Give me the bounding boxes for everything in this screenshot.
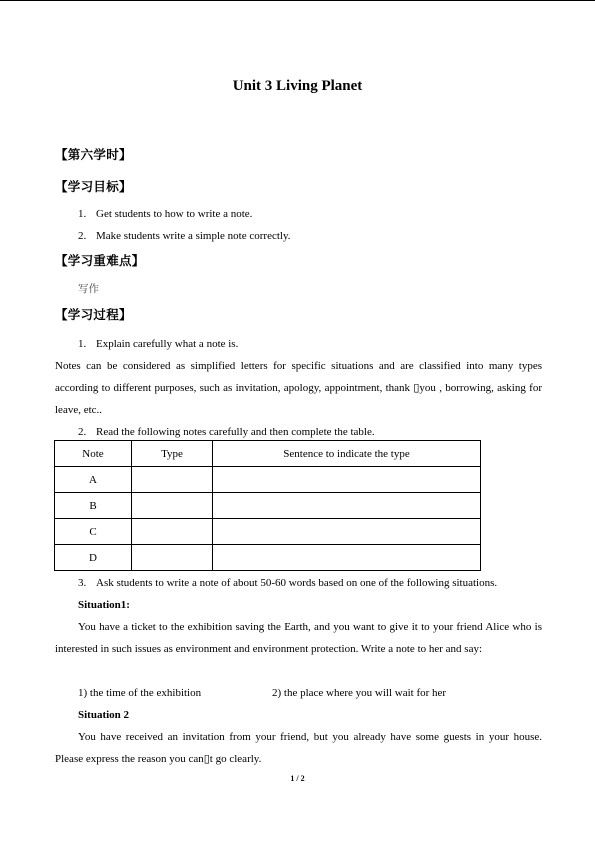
table-cell-note: C	[55, 519, 132, 545]
situation-1-text: You have a ticket to the exhibition saving the Earth, and you want to give it to your friend Alice who is interested in such issues as environment and environment protection. Write a note to her and say:	[55, 621, 542, 655]
section-lesson-heading: 【第六学时】	[55, 147, 132, 162]
table-header-row	[55, 441, 481, 467]
step-2-number: 2.	[78, 426, 87, 438]
notes-table	[54, 440, 481, 571]
objective-2-text: Make students write a simple note correctly.	[96, 230, 291, 242]
table-cell-sentence	[213, 493, 481, 519]
situation-1-heading: Situation1:	[78, 599, 130, 611]
section-process-heading: 【学习过程】	[55, 307, 132, 322]
step-2-text: Read the following notes carefully and then complete the table.	[96, 426, 375, 438]
note-definition-paragraph: Notes can be considered as simplified letters for specific situations and are classified into many types according to different purposes, such as invitation, apology, appointment, thank ▯you , borrowing, asking for leave, etc..	[55, 360, 542, 416]
objective-2-number: 2.	[78, 230, 87, 242]
situation-2-text: You have received an invitation from your friend, but you already have some guests in your house. Please express the reason you can▯t go clearly.	[55, 731, 542, 765]
table-cell-type	[132, 493, 213, 519]
table-cell-note: B	[55, 493, 132, 519]
table-cell-note: A	[55, 467, 132, 493]
step-1-text: Explain carefully what a note is.	[96, 338, 239, 350]
page-number: 1 / 2	[290, 774, 305, 783]
table-header-sentence: Sentence to indicate the type	[213, 441, 481, 467]
table-cell-type	[132, 467, 213, 493]
key-point-text: 写作	[78, 283, 99, 295]
table-row	[55, 545, 481, 571]
table-header-type: Type	[132, 441, 213, 467]
page-title: Unit 3 Living Planet	[232, 78, 363, 94]
situation-1-point-2: 2) the place where you will wait for her	[272, 687, 447, 699]
table-cell-note: D	[55, 545, 132, 571]
step-1-number: 1.	[78, 338, 87, 350]
table-row	[55, 519, 481, 545]
section-key-points-heading: 【学习重难点】	[55, 253, 145, 268]
table-cell-type	[132, 519, 213, 545]
table-row	[55, 467, 481, 493]
table-row	[55, 493, 481, 519]
table-cell-sentence	[213, 545, 481, 571]
table-header-note: Note	[55, 441, 132, 467]
objective-1-number: 1.	[78, 208, 87, 220]
situation-2-heading: Situation 2	[78, 709, 130, 721]
table-cell-type	[132, 545, 213, 571]
situation-1-point-1: 1) the time of the exhibition	[78, 687, 202, 699]
step-3-number: 3.	[78, 577, 87, 589]
table-cell-sentence	[213, 467, 481, 493]
section-objectives-heading: 【学习目标】	[55, 179, 132, 194]
step-3-text: Ask students to write a note of about 50-60 words based on one of the following situations.	[96, 577, 498, 589]
objective-1-text: Get students to how to write a note.	[96, 208, 253, 220]
top-rule	[0, 0, 595, 1]
table-cell-sentence	[213, 519, 481, 545]
